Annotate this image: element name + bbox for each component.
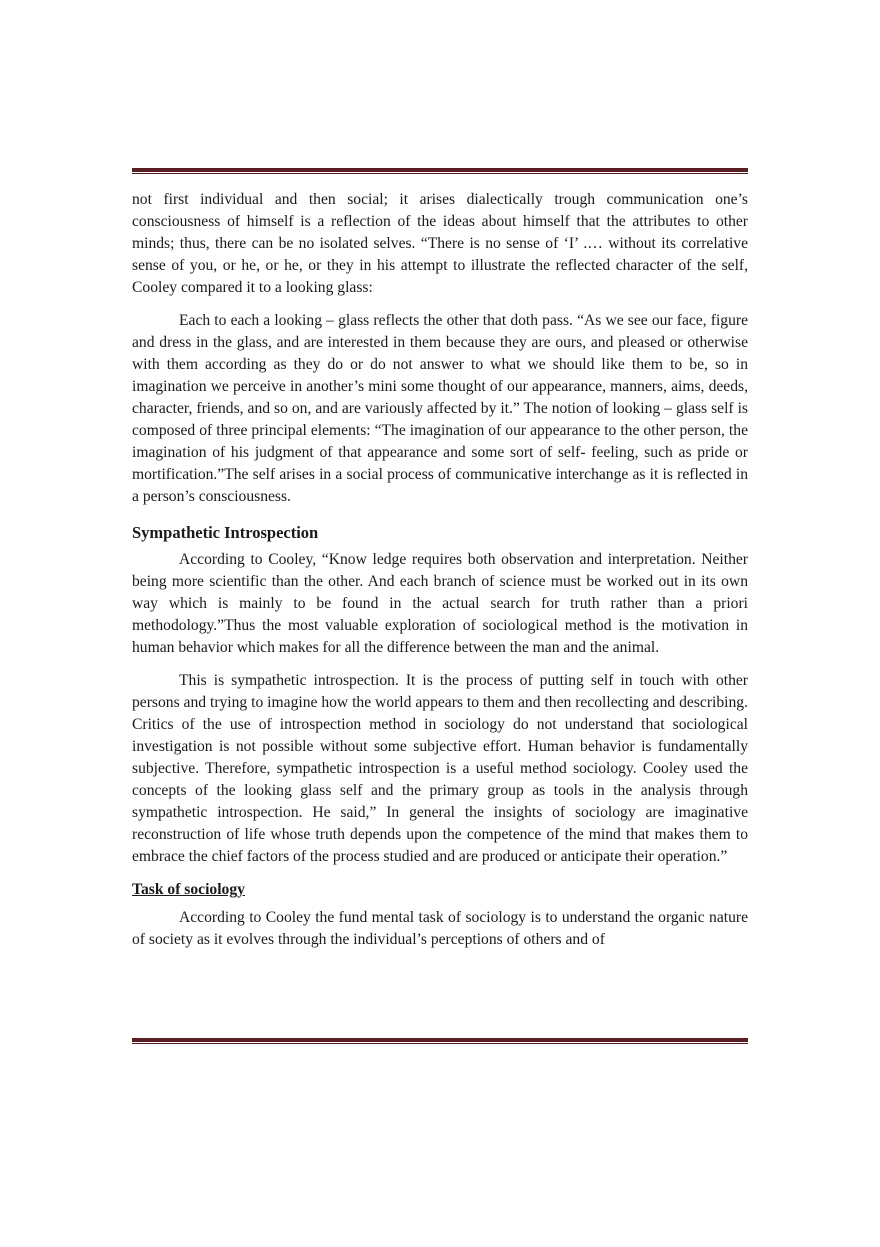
paragraph-continuation: not first individual and then social; it arises dialectically trough communication one’s consciousness of himself is a reflection of the ideas about himself that the attributes to other minds; thus, there can be no isolated selves. “There is no sense of ‘I’ .… without its correlative sense of you, or he, or he, or they in his attempt to illustrate the reflected character of the self, Cooley compared it to a looking glass: — [132, 191, 748, 296]
paragraph-task-of-sociology: According to Cooley the fund mental task of sociology is to understand the organic nature of society as it evolves through the individual’s perceptions of others and of — [132, 909, 748, 948]
section-heading-task-of-sociology: Task of sociology — [132, 881, 245, 898]
page-body — [132, 189, 748, 951]
paragraph-looking-glass: Each to each a looking – glass reflects the other that doth pass. “As we see our face, figure and dress in the glass, and are interested in them because they are ours, and pleased or otherwise with them according as they do or do not answer to what we should like them to be, so in imagination we perceive in another’s mini some thought of our appearance, manners, aims, deeds, character, friends, and so on, and are variously affected by it.” The notion of looking – glass self is composed of three principal elements: “The imagination of our appearance to the other person, the imagination of his judgment of that appearance and some sort of self- feeling, such as pride or mortification.”The self arises in a social process of communicative interchange as it is reflected in a person’s consciousness. — [132, 312, 748, 505]
paragraph-cooley-knowledge: According to Cooley, “Know ledge requires both observation and interpretation. Neither being more scientific than the other. And each branch of science must be worked out in its own way which is mainly to be found in the actual search for truth rather than a priori methodology.”Thus the most valuable exploration of sociological method is the motivation in human behavior which makes for all the difference between the man and the animal. — [132, 551, 748, 656]
section-heading-sympathetic-introspection: Sympathetic Introspection — [132, 523, 319, 542]
header-rule — [132, 168, 748, 174]
paragraph-sympathetic-introspection: This is sympathetic introspection. It is the process of putting self in touch with other persons and trying to imagine how the world appears to them and then recollecting and describing. Critics of the use of introspection method in sociology do not understand that sociological investigation is not possible without some subjective effort. Human behavior is fundamentally subjective. Therefore, sympathetic introspection is a useful method sociology. Cooley used the concepts of the looking glass self and the primary group as tools in the analysis through sympathetic introspection. He said,” In general the insights of sociology are imaginative reconstruction of life whose truth depends upon the competence of the mind that makes them to embrace the chief factors of the process studied and are produced or anticipate their operation.” — [132, 672, 748, 865]
footer-rule — [132, 1038, 748, 1044]
